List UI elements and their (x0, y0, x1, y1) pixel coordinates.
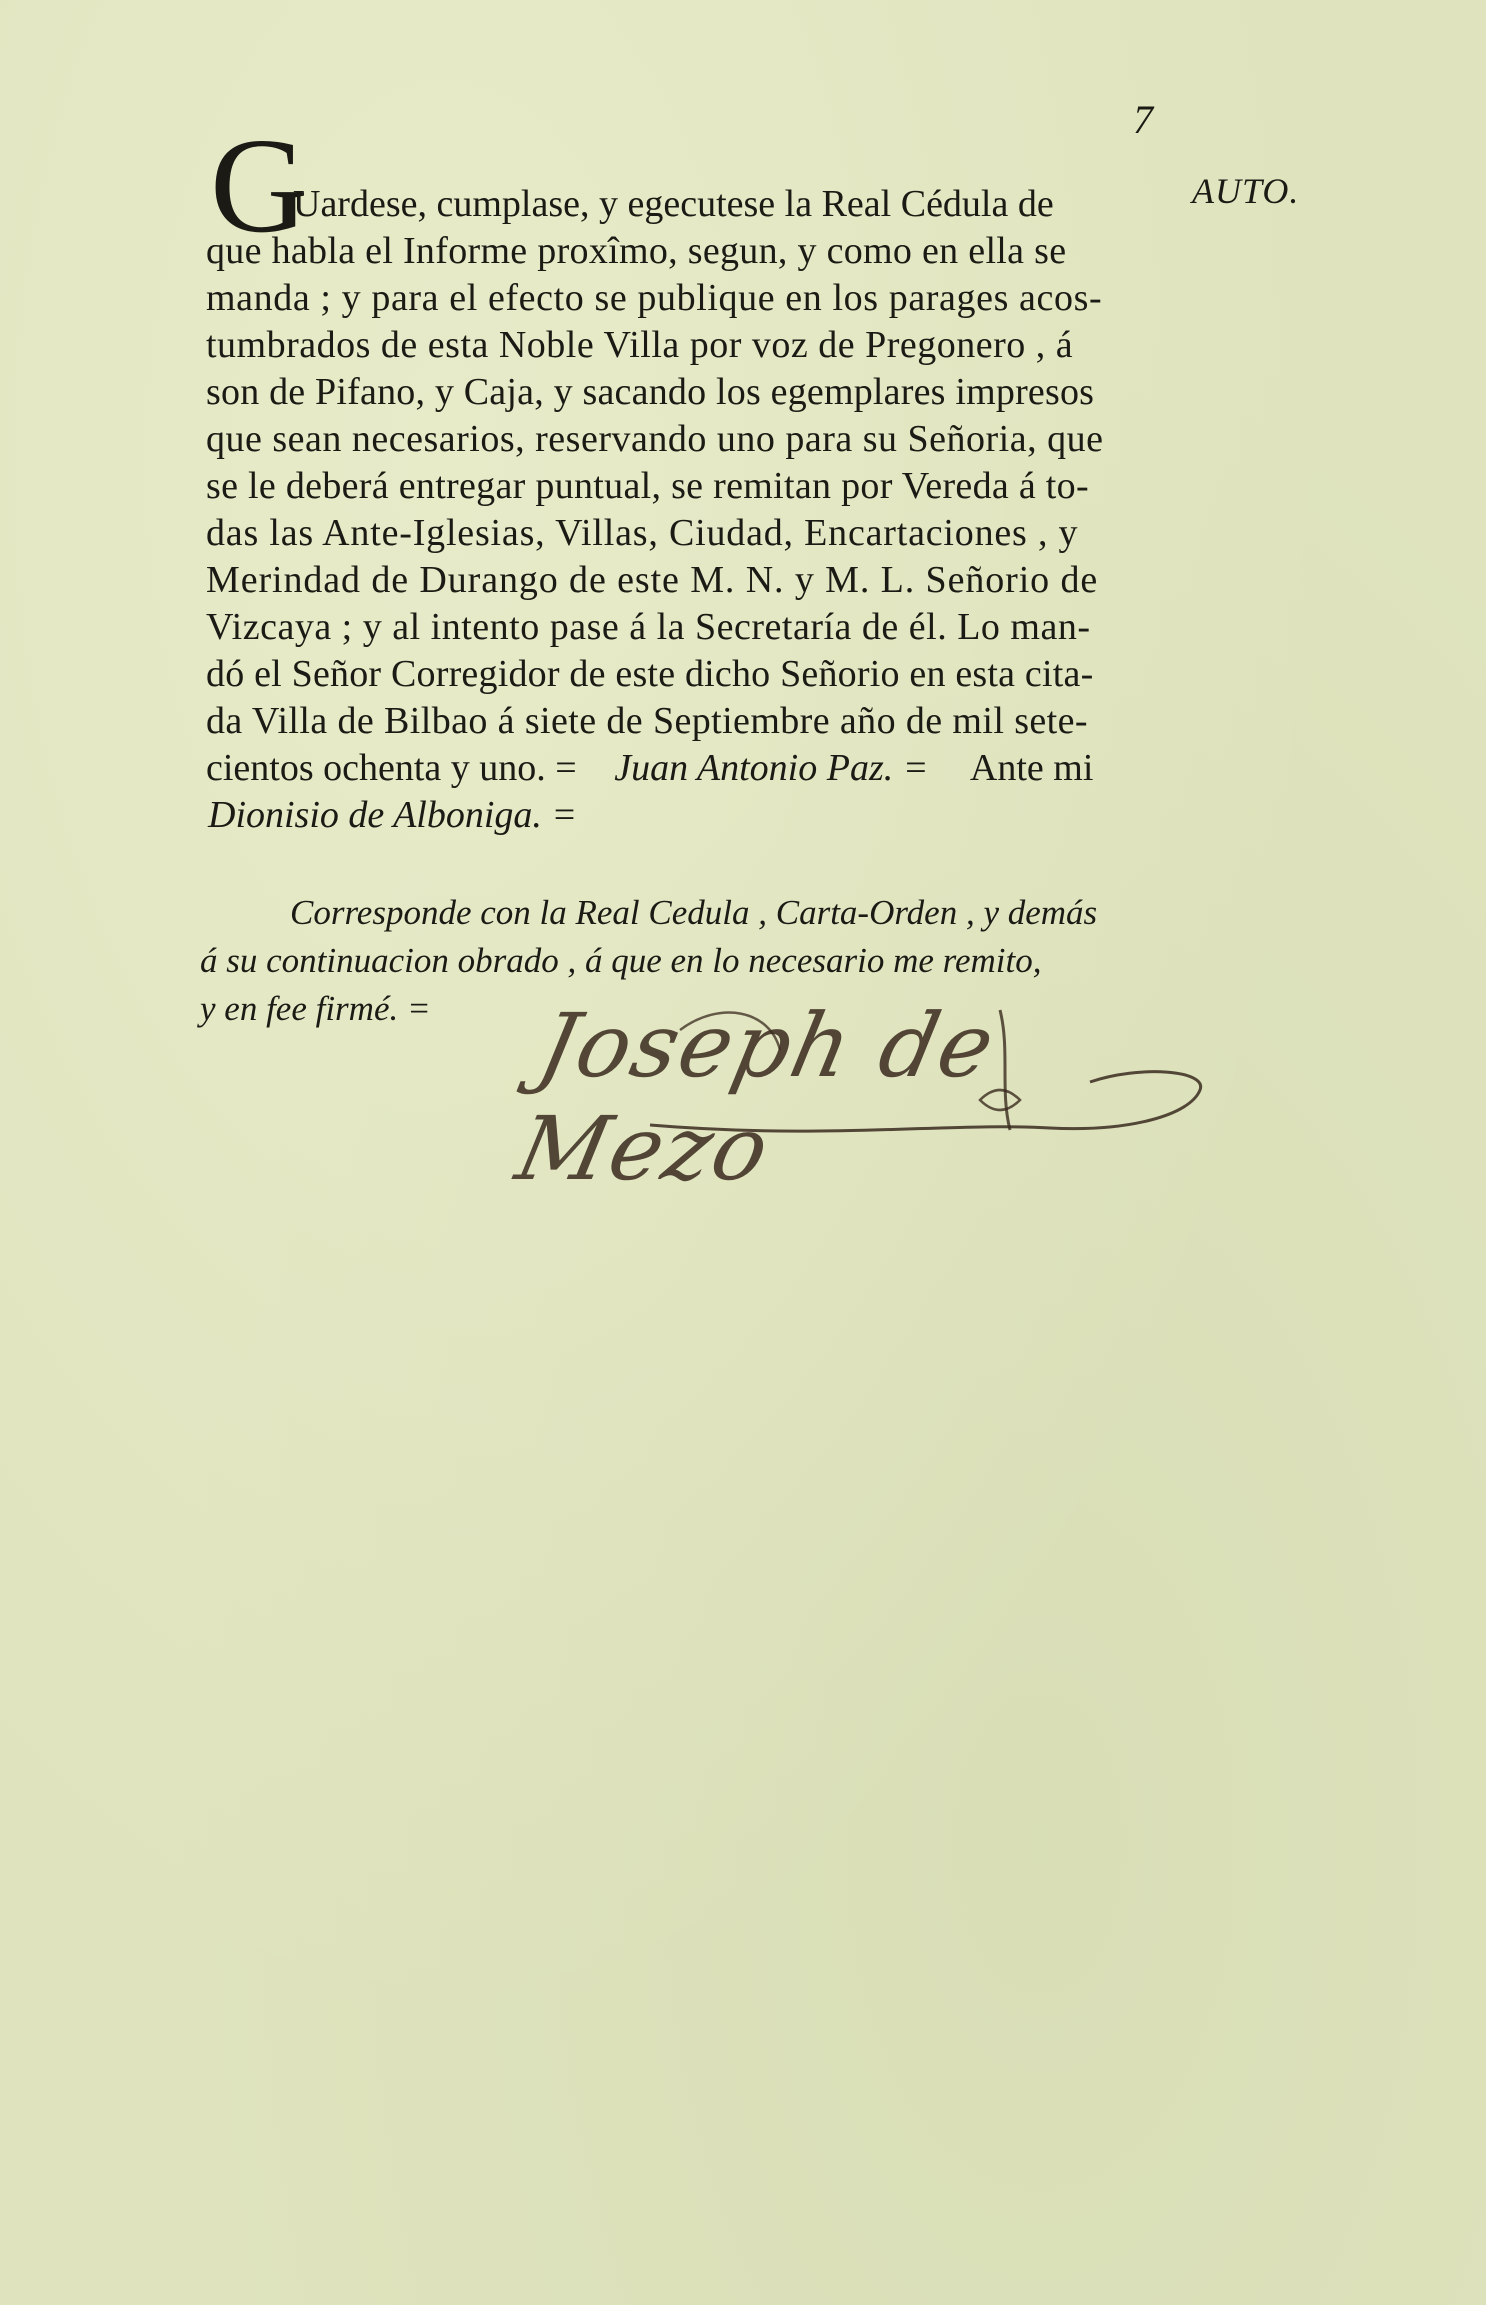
auto-line: que sean necesarios, reservando uno para su Señoria, que (206, 418, 1104, 460)
auto-line: tumbrados de esta Noble Villa por voz de Pregonero , á (206, 324, 1074, 366)
signer-name: Dionisio de Alboniga. = (208, 794, 578, 836)
auto-line: dó el Señor Corregidor de este dicho Señorio en esta cita- (206, 653, 1094, 695)
signer-name: Juan Antonio Paz. = (614, 747, 929, 789)
note-line: á su continuacion obrado , á que en lo necesario me remito, (200, 941, 1042, 980)
note-line: y en fee firmé. = (200, 989, 431, 1028)
auto-line: Merindad de Durango de este M. N. y M. L. Señorio de (206, 559, 1099, 601)
auto-line: manda ; y para el efecto se publique en los parages acos- (206, 277, 1103, 319)
auto-line: das las Ante-Iglesias, Villas, Ciudad, Encartaciones , y (206, 512, 1079, 554)
auto-line-text: cientos ochenta y uno. = (206, 747, 577, 789)
note-line: Corresponde con la Real Cedula , Carta-Orden , y demás (290, 893, 1098, 932)
drop-cap: G (210, 111, 309, 261)
auto-line: se le deberá entregar puntual, se remitan por Vereda á to- (206, 465, 1089, 507)
auto-line: que habla el Informe proxîmo, segun, y como en ella se (206, 230, 1067, 272)
handwritten-signature (508, 990, 1210, 1200)
page-number: 7 (1133, 97, 1153, 142)
auto-line: son de Pifano, y Caja, y sacando los egemplares impresos (206, 371, 1095, 413)
auto-line: da Villa de Bilbao á siete de Septiembre año de mil sete- (206, 700, 1088, 742)
auto-line: Vizcaya ; y al intento pase á la Secretaría de él. Lo man- (206, 606, 1091, 648)
auto-line-signers (206, 744, 1093, 792)
auto-line: Uardese, cumplase, y egecutese la Real Cédula de (293, 183, 1054, 225)
margin-note: AUTO. (1192, 171, 1300, 211)
signature-text: Joseph de Mezo (508, 994, 1005, 1200)
auto-line-text: Ante mi (969, 747, 1094, 789)
